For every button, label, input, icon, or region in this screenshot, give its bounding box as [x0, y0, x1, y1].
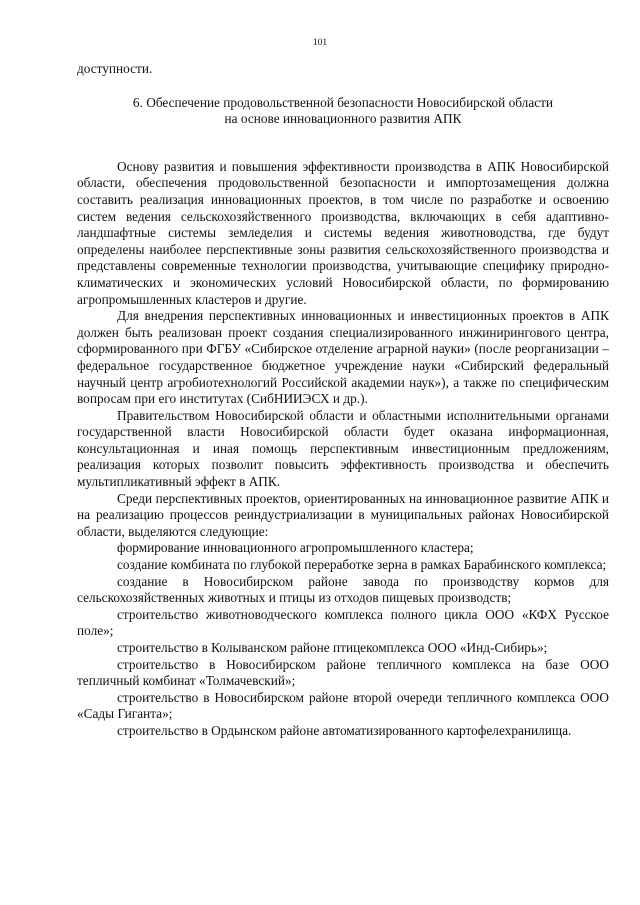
- paragraph-government-support: Правительством Новосибирской области и областными исполнительными органами государственной власти Новосибирской области будет оказана информационная, консультационная и иная помощь перспективным инвестиционным предложениям, реализация которых позволит повысить эффективность производства и обеспечить мультипликативный эффект в АПК.: [77, 407, 609, 490]
- list-item: строительство животноводческого комплекса полного цикла ООО «КФХ Русское поле»;: [77, 606, 609, 639]
- paragraph-innovation-basis: Основу развития и повышения эффективности производства в АПК Новосибирской области, обеспечения продовольственной безопасности и импортозамещения должна составить реализация инновационных проектов, в том числе по разработке и освоению систем ведения сельскохозяйственного производства, включающих в себя адаптивно-ландшафтные системы земледелия и системы ведения животноводства, где будут определены наиболее перспективные зоны развития сельскохозяйственного производства и представлены современные технологии производства, учитывающие специфику природно-климатических и экономических условий Новосибирской области, по формированию агропромышленных кластеров и другие.: [77, 158, 609, 307]
- list-item: строительство в Колыванском районе птицекомплекса ООО «Инд-Сибирь»;: [117, 640, 548, 655]
- page-number: 101: [312, 38, 328, 48]
- paragraph-engineering-center: Для внедрения перспективных инновационных и инвестиционных проектов в АПК должен быть реализован проект создания специализированного инжинирингового центра, сформированного при ФГБУ «Сибирское отделение аграрной науки» (после реорганизации – федеральное государственное бюджетное учреждение науки «Сибирский федеральный научный центр агробиотехнологий Российской академии наук»), а также по специфическим вопросам при его институтах (СибНИИЭСХ и др.).: [77, 308, 609, 407]
- list-item: строительство в Новосибирском районе тепличного комплекса на базе ООО тепличный комбинат «Толмачевский»;: [77, 656, 609, 689]
- lead-line: доступности.: [77, 61, 153, 76]
- section-heading-line-1: 6. Обеспечение продовольственной безопасности Новосибирской области: [132, 94, 554, 110]
- list-item: формирование инновационного агропромышленного кластера;: [117, 540, 474, 556]
- paragraph-projects-intro: Среди перспективных проектов, ориентированных на инновационное развитие АПК и на реализацию процессов реиндустриализации в муниципальных районах Новосибирской области, выделяются следующие:: [77, 490, 609, 539]
- section-heading: [77, 95, 609, 128]
- list-item: создание в Новосибирском районе завода по производству кормов для сельскохозяйственных животных и птицы из отходов пищевых производств;: [77, 573, 609, 606]
- list-item: создание комбината по глубокой переработке зерна в рамках Барабинского комплекса;: [117, 557, 607, 573]
- list-item: строительство в Ордынском районе автоматизированного картофелехранилища.: [117, 722, 572, 738]
- section-heading-line-2: на основе инновационного развития АПК: [224, 111, 462, 127]
- document-body: [77, 61, 609, 740]
- list-item: строительство в Новосибирском районе второй очереди тепличного комплекса ООО «Сады Гиганта»;: [77, 689, 609, 722]
